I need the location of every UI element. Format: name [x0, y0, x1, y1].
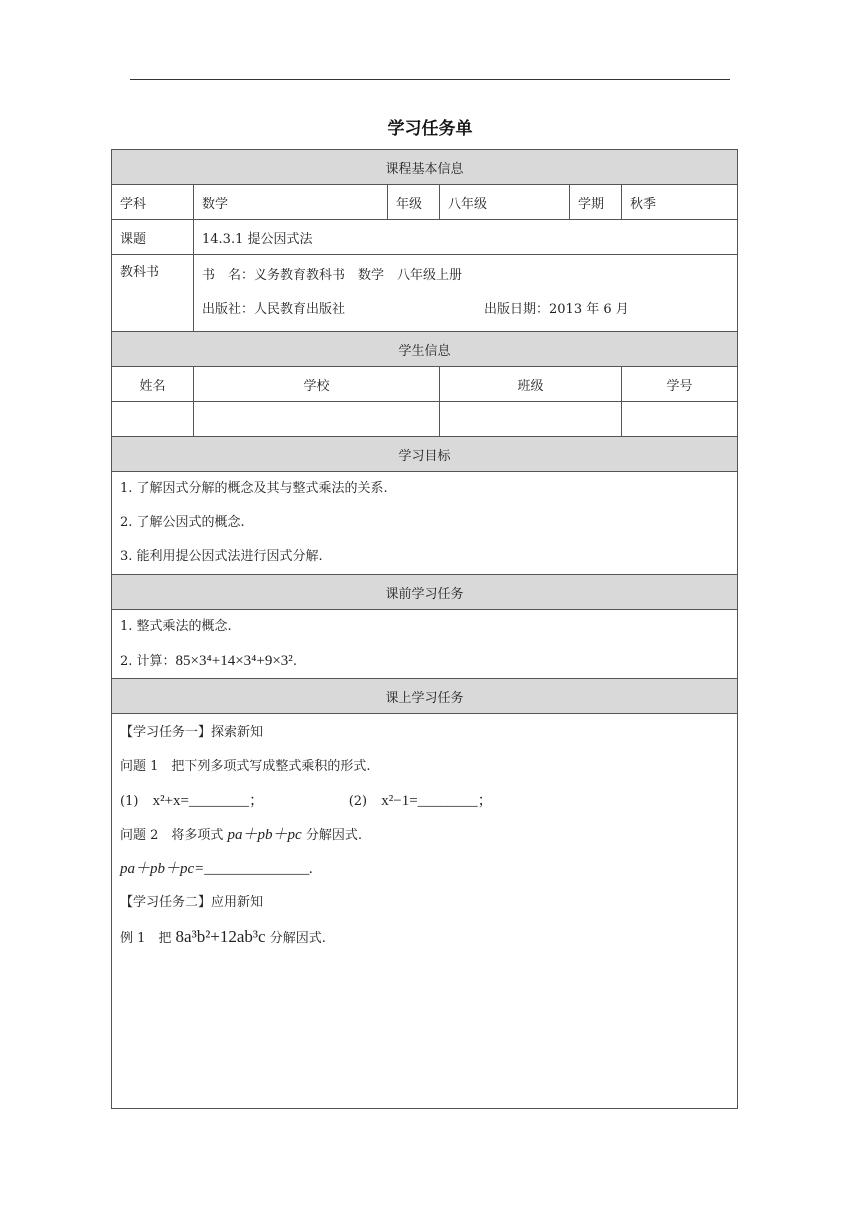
- pub-date: 出版日期：2013 年 6 月: [484, 302, 629, 317]
- question-2: [120, 818, 729, 852]
- section-course-info: [112, 150, 738, 185]
- calc-expression: 85×3⁴+14×3⁴+9×3²: [175, 653, 293, 669]
- question-2-expr: pa＋pb＋pc: [227, 827, 302, 843]
- publisher: 出版社：人民教育出版社: [202, 302, 346, 317]
- q1-part-b-label: (2): [348, 794, 368, 809]
- publisher-line: [202, 293, 729, 327]
- topic-row: [112, 220, 738, 255]
- question-2-answer: pa＋pb＋pc=______________.: [120, 861, 314, 877]
- section-header-in-class: 课上学习任务: [112, 679, 738, 714]
- class-label: 班级: [440, 367, 622, 402]
- pre-class-row: [112, 610, 738, 679]
- question-1: 问题 1 把下列多项式写成整式乘积的形式.: [120, 759, 371, 774]
- question-1-parts: [120, 784, 729, 818]
- section-header-course-info: 课程基本信息: [112, 150, 738, 185]
- q1-part-b-expr: x²−1=________；: [381, 793, 493, 809]
- textbook-row: [112, 255, 738, 332]
- grade-value: 八年级: [440, 185, 570, 220]
- section-header-objectives: 学习目标: [112, 437, 738, 472]
- pre-class-tasks: [112, 610, 738, 679]
- class-field[interactable]: [440, 402, 622, 437]
- example-1-label: 例 1 把: [120, 931, 176, 946]
- textbook-info: [194, 255, 738, 332]
- term-value: 秋季: [622, 185, 738, 220]
- objective-item: 2. 了解公因式的概念.: [120, 515, 245, 530]
- pre-class-item-1: 1. 整式乘法的概念.: [120, 619, 232, 634]
- objectives-list: [112, 472, 738, 575]
- course-info-row: [112, 185, 738, 220]
- section-objectives: [112, 437, 738, 472]
- id-label: 学号: [622, 367, 738, 402]
- topic-value: 14.3.1 提公因式法: [194, 220, 738, 255]
- school-label: 学校: [194, 367, 440, 402]
- in-class-tasks: [112, 714, 738, 1109]
- book-line: 书 名：义务教育教科书 数学 八年级上册: [202, 268, 463, 283]
- section-pre-class: [112, 575, 738, 610]
- student-info-header-row: [112, 367, 738, 402]
- example-1: [120, 920, 729, 954]
- page-title: 学习任务单: [387, 119, 473, 139]
- objectives-row: [112, 472, 738, 575]
- pre-class-item-2-label: 2. 计算：: [120, 654, 176, 669]
- q1-part-a-label: (1): [120, 794, 139, 809]
- objective-item: 3. 能利用提公因式法进行因式分解.: [120, 549, 323, 564]
- section-student-info: [112, 332, 738, 367]
- student-info-input-row: [112, 402, 738, 437]
- objective-item: 1. 了解因式分解的概念及其与整式乘法的关系.: [120, 481, 388, 496]
- header-rule: [130, 79, 730, 80]
- school-field[interactable]: [194, 402, 440, 437]
- term-label: 学期: [570, 185, 622, 220]
- name-field[interactable]: [112, 402, 194, 437]
- task2-title: 【学习任务二】应用新知: [120, 895, 264, 910]
- id-field[interactable]: [622, 402, 738, 437]
- pre-class-item-2-end: .: [292, 654, 297, 669]
- subject-value: 数学: [194, 185, 388, 220]
- grade-label: 年级: [388, 185, 440, 220]
- question-2-end: 分解因式.: [301, 828, 362, 843]
- example-1-expr: 8a³b²+12ab³c: [175, 927, 266, 946]
- question-2-label: 问题 2 将多项式: [120, 828, 228, 843]
- task1-title: 【学习任务一】探索新知: [120, 725, 264, 740]
- example-1-end: 分解因式.: [265, 931, 326, 946]
- section-header-pre-class: 课前学习任务: [112, 575, 738, 610]
- name-label: 姓名: [112, 367, 194, 402]
- subject-label: 学科: [112, 185, 194, 220]
- section-in-class: [112, 679, 738, 714]
- textbook-label: 教科书: [112, 255, 194, 332]
- task-sheet-table: [111, 149, 738, 1109]
- pre-class-item-2: [120, 644, 729, 678]
- q1-part-a-expr: x²+x=________；: [152, 793, 264, 809]
- section-header-student-info: 学生信息: [112, 332, 738, 367]
- in-class-row: [112, 714, 738, 1109]
- topic-label: 课题: [112, 220, 194, 255]
